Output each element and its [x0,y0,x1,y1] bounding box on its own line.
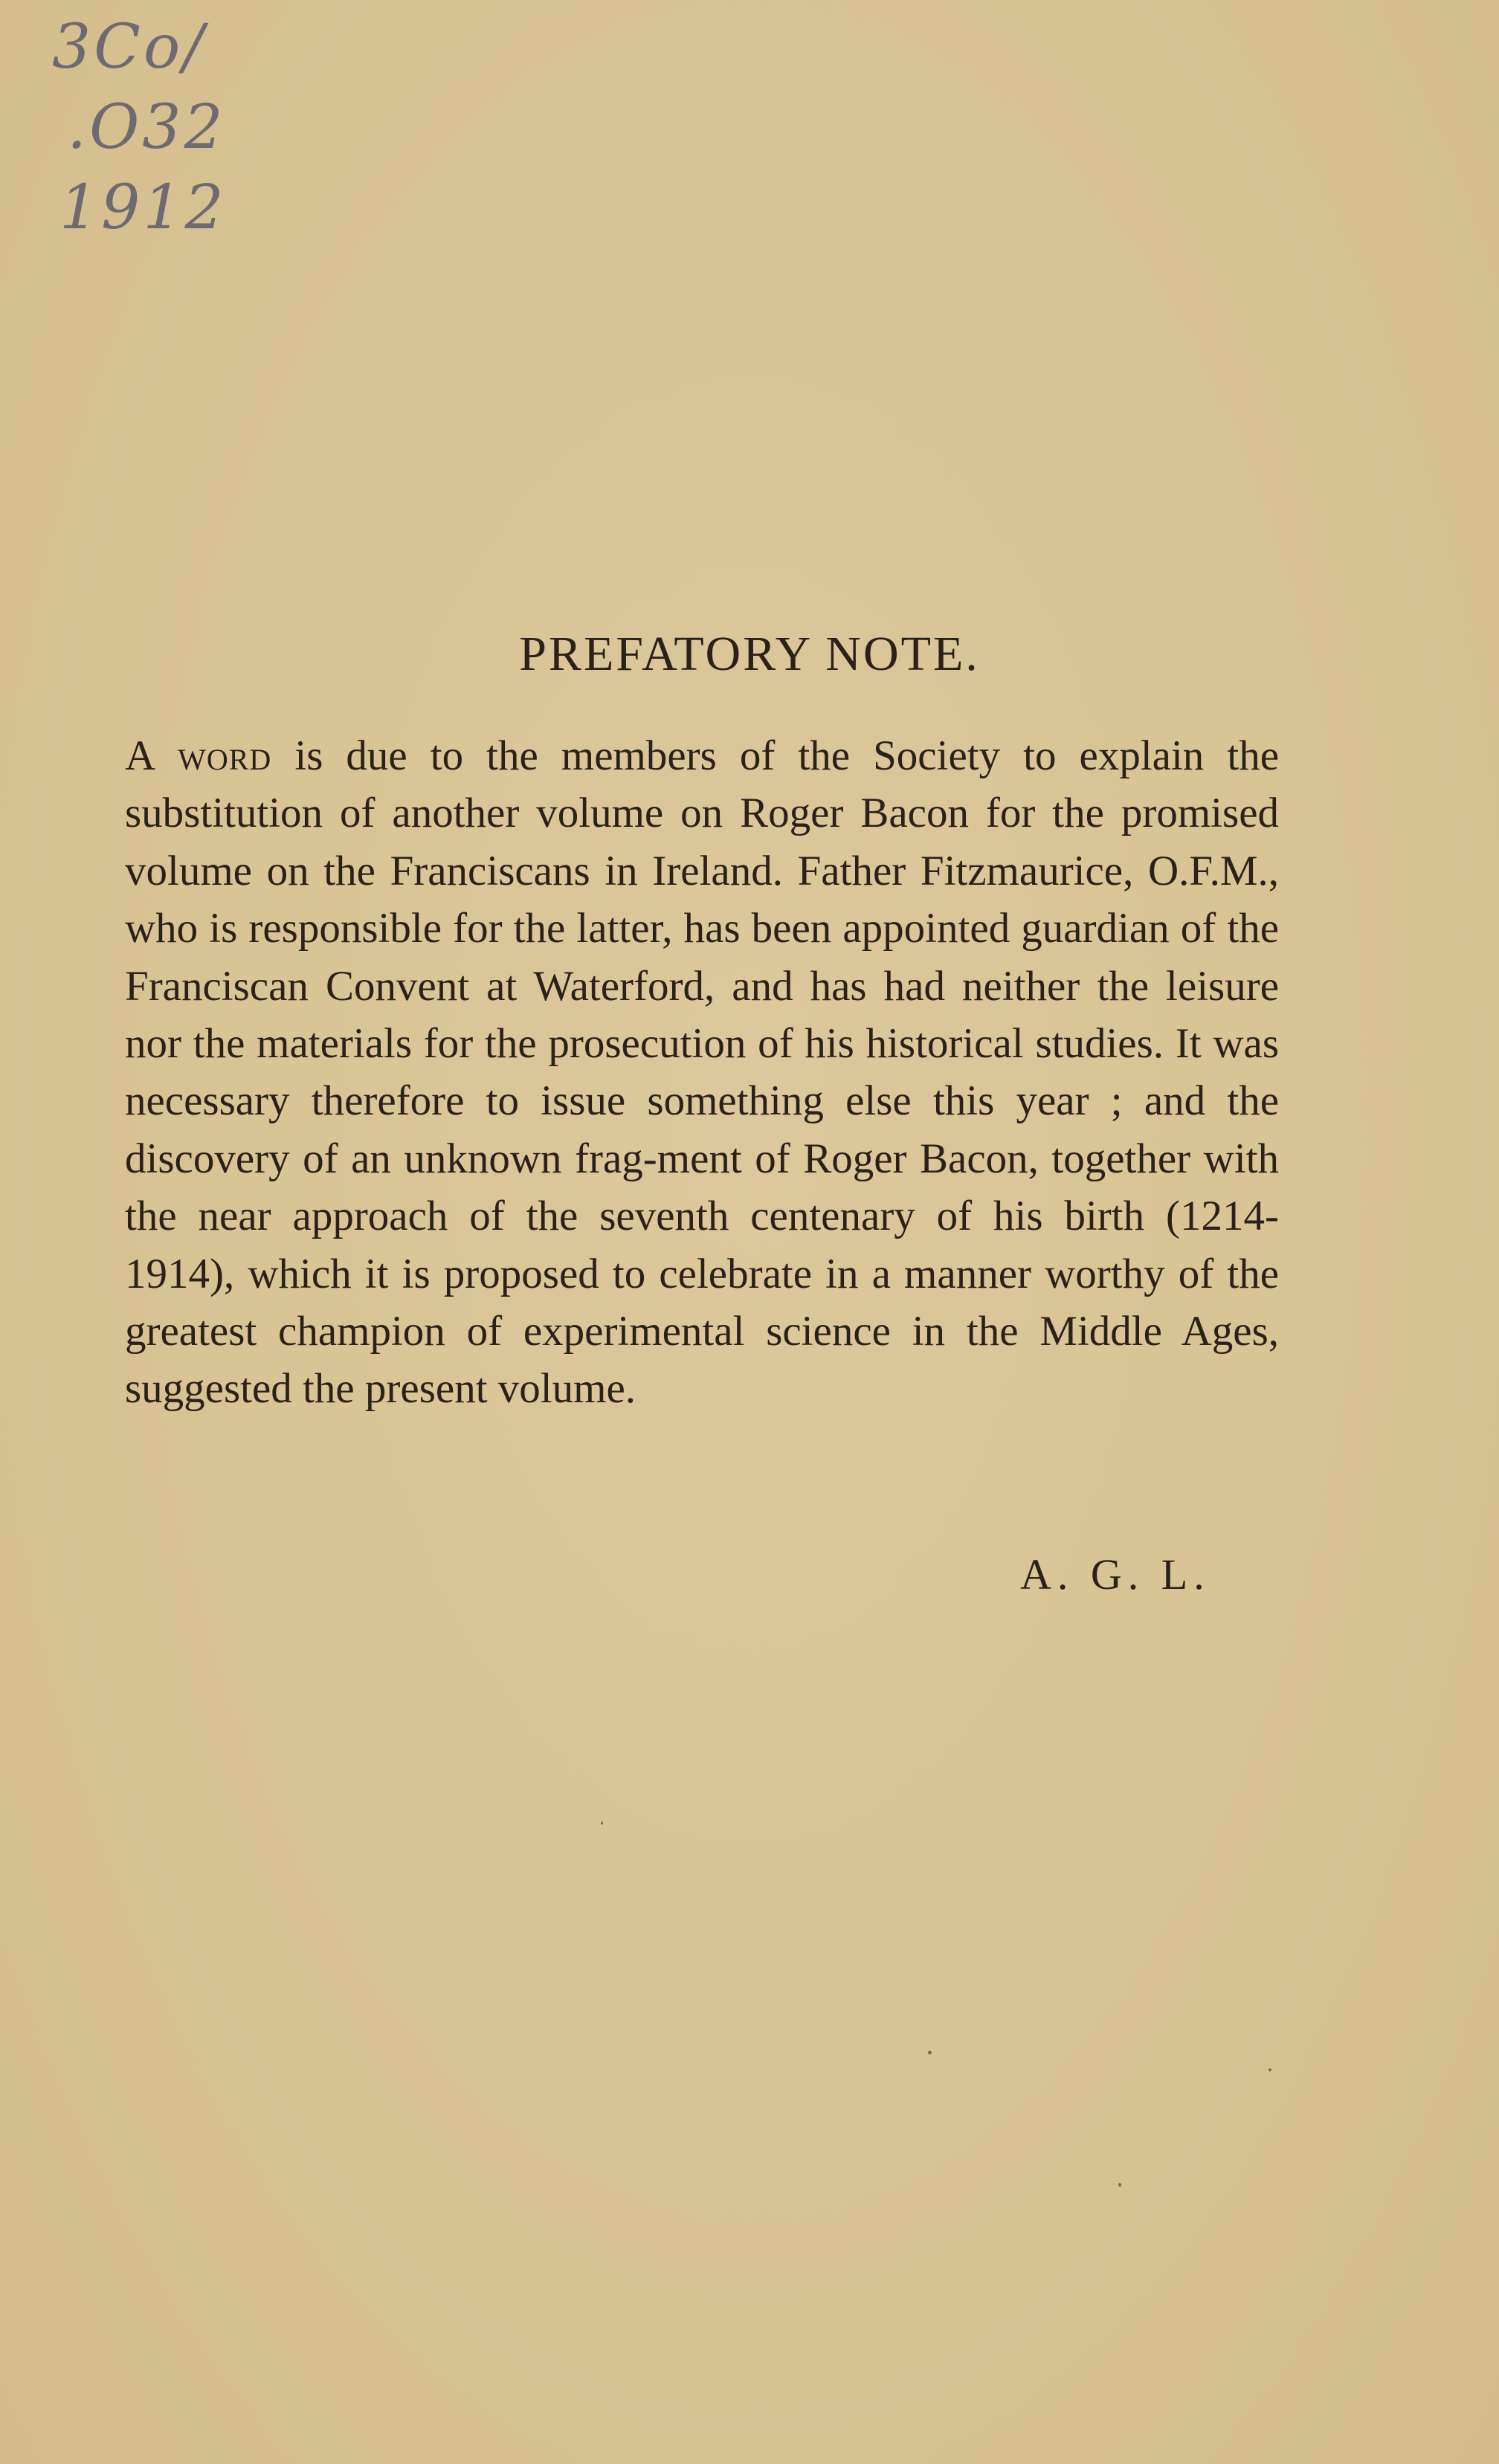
page-title: PREFATORY NOTE. [519,627,980,681]
call-number-line-1: 3Co/ [52,12,207,83]
prefatory-paragraph [125,727,1279,1418]
call-number-line-2: .O32 [67,92,226,163]
call-number-line-3: 1912 [59,172,227,243]
paper-speck [928,2051,932,2054]
paper-speck [1268,2068,1271,2071]
paragraph-lead-words: A word [125,732,272,779]
handwritten-call-number [52,7,275,253]
author-initials: A. G. L. [1020,1550,1211,1599]
paper-speck [601,1822,603,1825]
paragraph-text: is due to the members of the Society to explain the substitution of another volume on Roger Bacon for the promised volume on the Franciscans in Ireland. Father Fitzmaurice, O.F.M., who is responsible for the latter, has been appointed guardian of the Franciscan Convent at Waterford, and has had neither the leisure nor the materials for the prosecution of his historical studies. It was necessary therefore to issue something else this year ; and the discovery of an unknown frag-ment of Roger Bacon, together with the near approach of the seventh centenary of his birth (1214-1914), which it is proposed to celebrate in a manner worthy of the greatest champion of experimental science in the Middle Ages, suggested the present volume. [125,732,1279,1413]
paper-speck [1118,2183,1121,2187]
